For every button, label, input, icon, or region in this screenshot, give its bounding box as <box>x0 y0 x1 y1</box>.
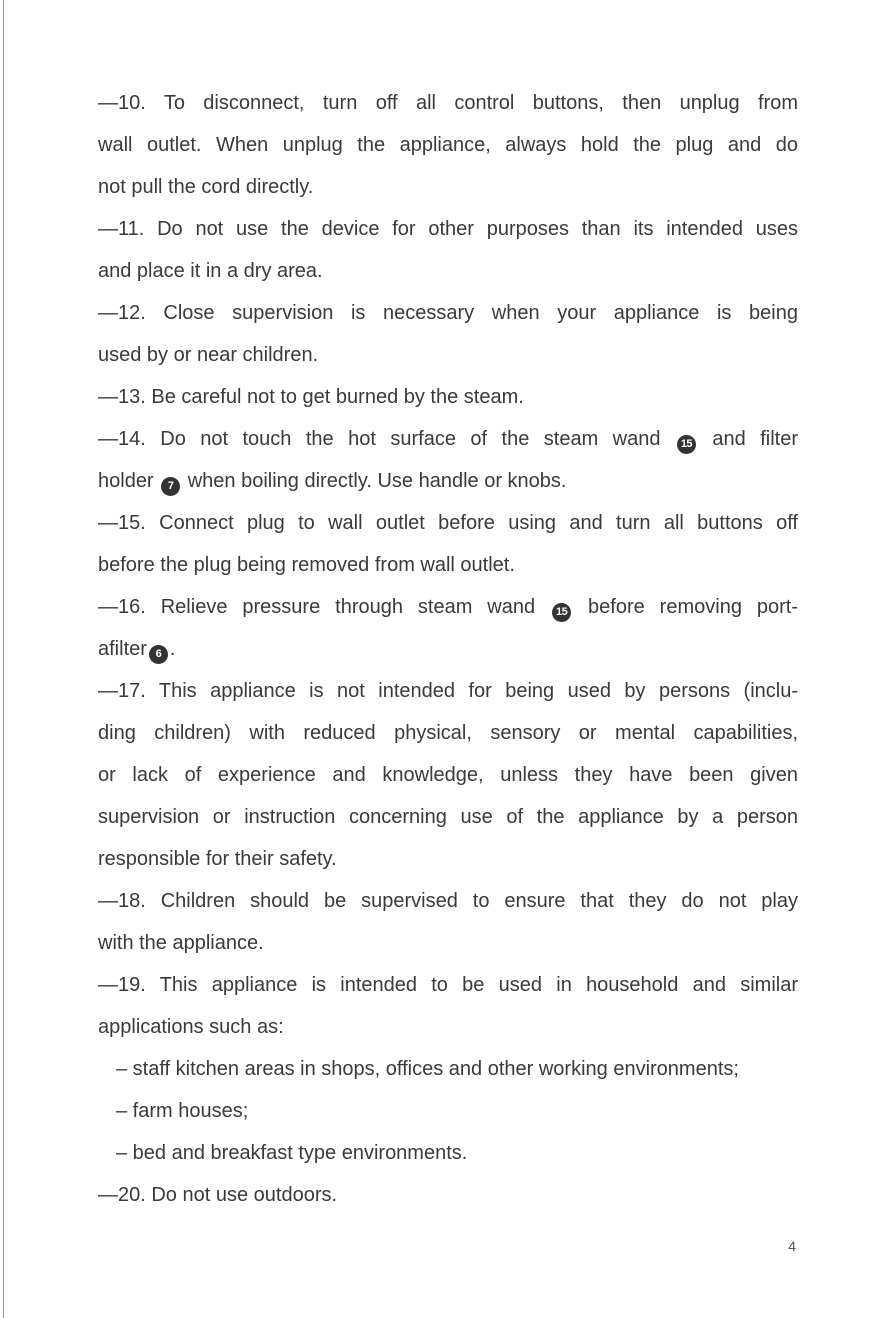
item-17-line-1: —17. This appliance is not intended for being used by persons (inclu- <box>98 680 798 702</box>
item-16-text-c: afilter <box>98 638 147 660</box>
item-14-line-1 <box>98 418 798 460</box>
item-14-text-c: holder <box>98 470 154 492</box>
item-16-line-1 <box>98 586 798 628</box>
item-16-line-2 <box>98 628 798 670</box>
item-11-line-1: —11. Do not use the device for other purposes than its intended uses <box>98 218 798 240</box>
item-14-text-b: and filter <box>712 428 798 450</box>
item-19-line-2: applications such as: <box>98 1016 284 1038</box>
item-19-sub-1: – staff kitchen areas in shops, offices and other working environments; <box>116 1058 739 1080</box>
item-17-line-5: responsible for their safety. <box>98 848 337 870</box>
item-17-line-3: or lack of experience and knowledge, unless they have been given <box>98 764 798 786</box>
item-18-line-2: with the appliance. <box>98 932 264 954</box>
item-19-sub-2: – farm houses; <box>116 1100 249 1122</box>
item-11-line-2: and place it in a dry area. <box>98 260 323 282</box>
page-edge-rule <box>3 0 4 1318</box>
safety-instructions <box>98 82 798 1216</box>
item-12-line-2: used by or near children. <box>98 344 319 366</box>
page-number: 4 <box>788 1238 796 1254</box>
part-number-6-badge: 6 <box>149 645 168 664</box>
item-15-line-1: —15. Connect plug to wall outlet before using and turn all buttons off <box>98 512 798 534</box>
part-number-15-badge: 15 <box>552 603 571 622</box>
item-10-line-1: —10. To disconnect, turn off all control buttons, then unplug from <box>98 92 798 114</box>
item-16-text-a: —16. Relieve pressure through steam wand <box>98 596 536 618</box>
part-number-7-badge: 7 <box>161 477 180 496</box>
item-17-line-2: ding children) with reduced physical, sensory or mental capabilities, <box>98 722 798 744</box>
item-20-line-1: —20. Do not use outdoors. <box>98 1184 338 1206</box>
part-number-15-badge: 15 <box>677 435 696 454</box>
item-18-line-1: —18. Children should be supervised to ensure that they do not play <box>98 890 798 912</box>
item-19-line-1: —19. This appliance is intended to be used in household and similar <box>98 974 798 996</box>
item-14-text-a: —14. Do not touch the hot surface of the steam wand <box>98 428 661 450</box>
item-16-text-d: . <box>169 638 176 660</box>
item-14-line-2 <box>98 460 798 502</box>
item-13-line-1: —13. Be careful not to get burned by the steam. <box>98 386 524 408</box>
item-15-line-2: before the plug being removed from wall outlet. <box>98 554 515 576</box>
item-16-text-b: before removing port- <box>588 596 798 618</box>
item-12-line-1: —12. Close supervision is necessary when your appliance is being <box>98 302 798 324</box>
item-10-line-3: not pull the cord directly. <box>98 176 314 198</box>
item-17-line-4: supervision or instruction concerning use of the appliance by a person <box>98 806 798 828</box>
item-14-text-d: when boiling directly. Use handle or knobs. <box>187 470 567 492</box>
item-10-line-2: wall outlet. When unplug the appliance, always hold the plug and do <box>98 134 798 156</box>
item-19-sub-3: – bed and breakfast type environments. <box>116 1142 468 1164</box>
